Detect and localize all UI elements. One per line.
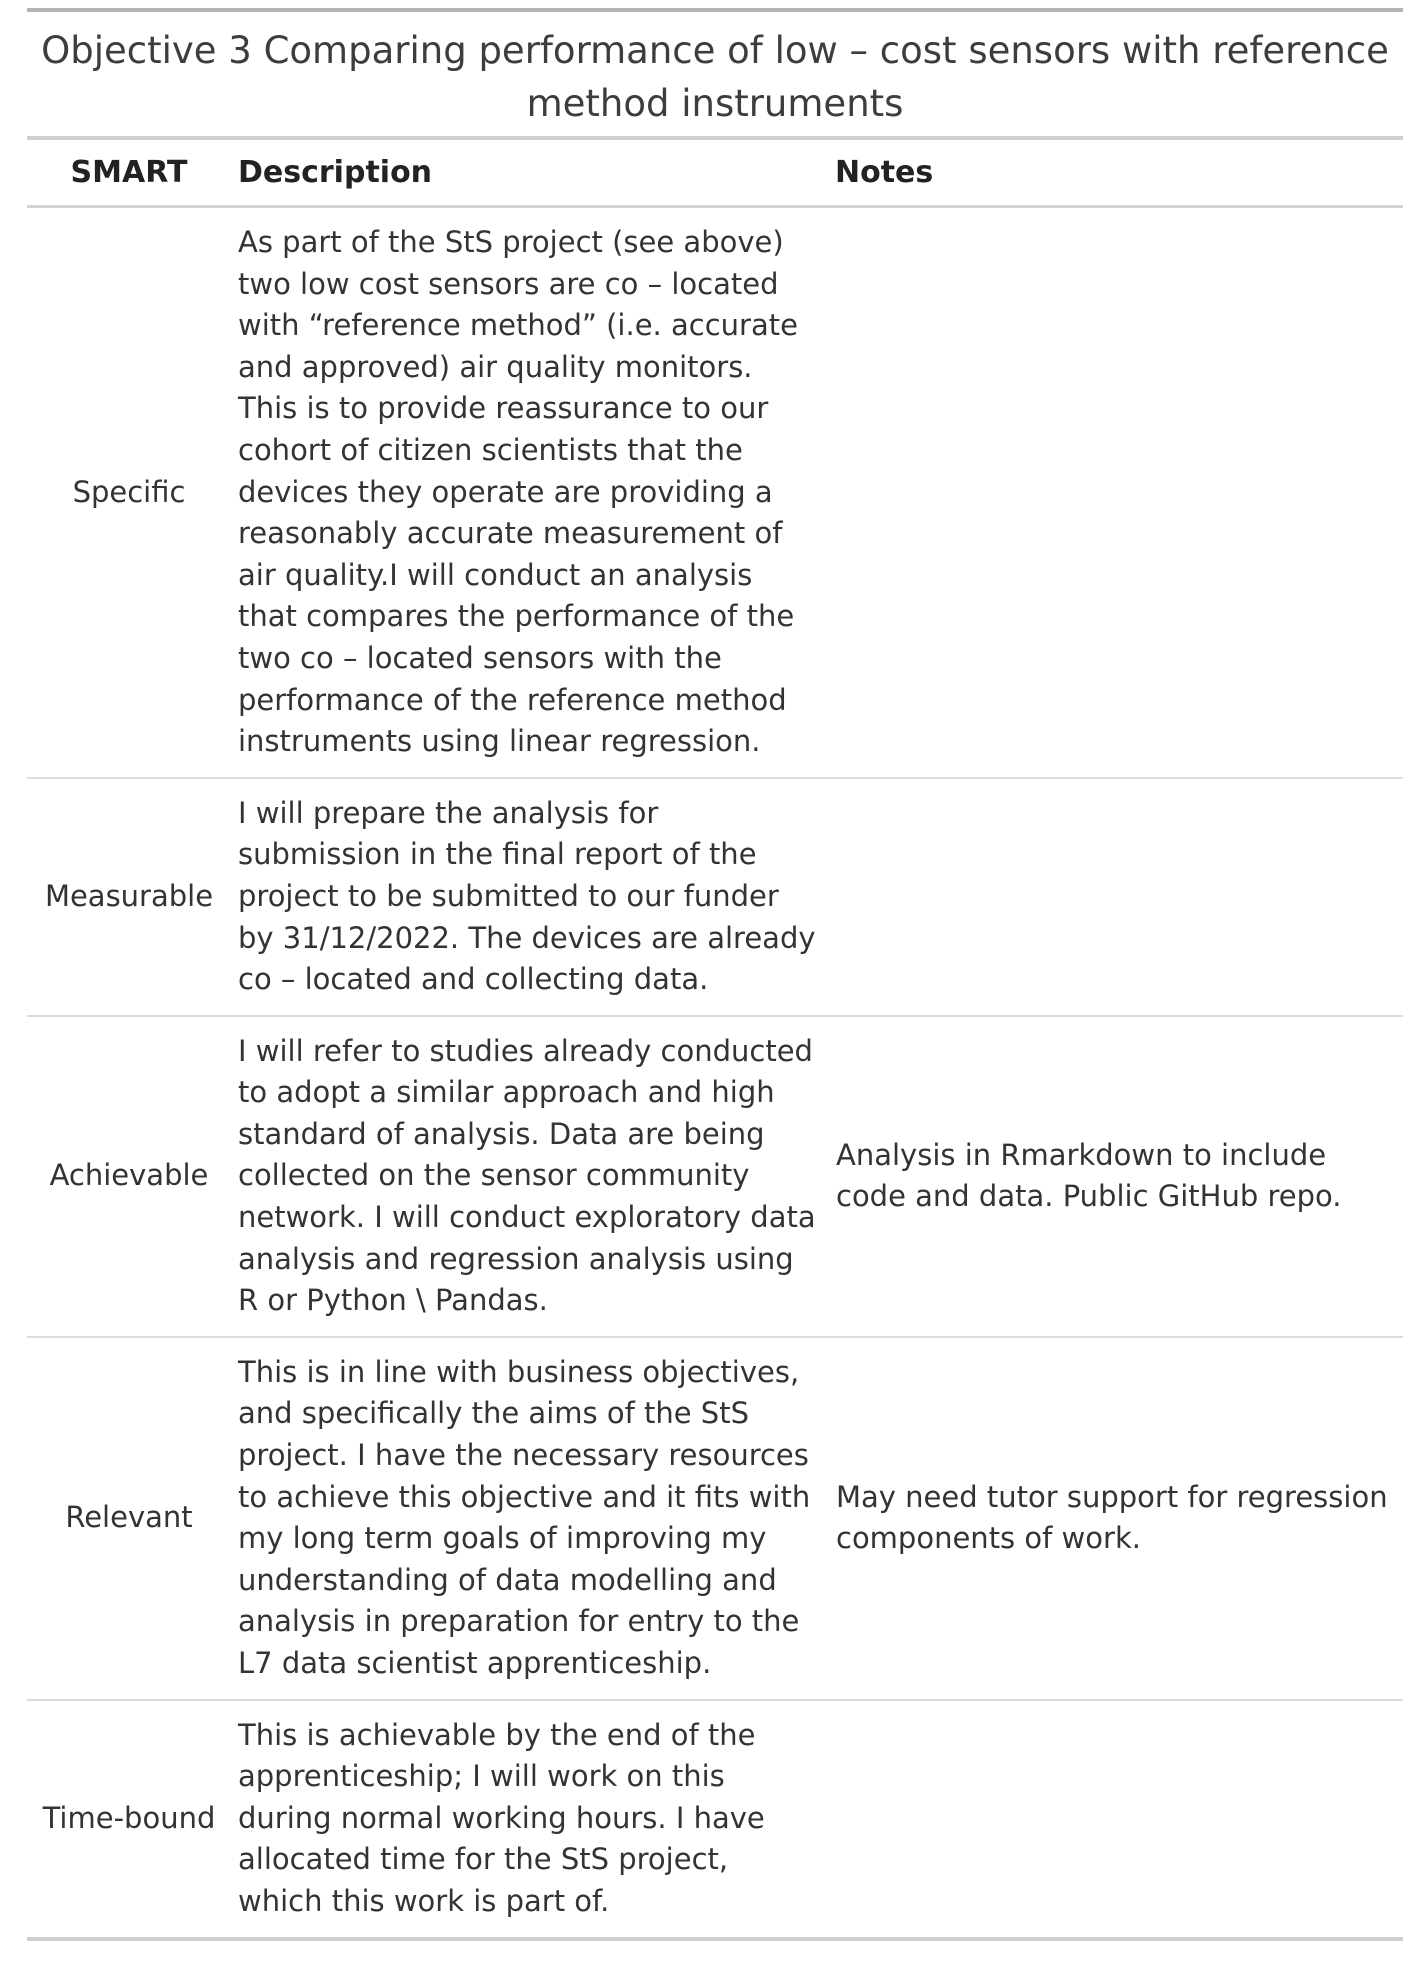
notes-cell: May need tutor support for regression components of work.: [828, 1337, 1403, 1700]
notes-cell: [828, 207, 1403, 778]
table-body: [27, 207, 1403, 1939]
table-header: [27, 140, 1403, 207]
notes-cell: [828, 1700, 1403, 1939]
table-row-specific: [27, 207, 1403, 778]
smart-table: [27, 140, 1403, 1941]
table-caption: Objective 3 Comparing performance of low – cost sensors with reference method instruments: [27, 12, 1403, 140]
header-smart: SMART: [27, 140, 231, 207]
smart-cell: Relevant: [27, 1337, 231, 1700]
header-notes: Notes: [828, 140, 1403, 207]
table-row-measurable: [27, 778, 1403, 1016]
table-row-relevant: [27, 1337, 1403, 1700]
smart-cell: Time-bound: [27, 1700, 231, 1939]
smart-cell: Measurable: [27, 778, 231, 1016]
description-cell: This is achievable by the end of the apprenticeship; I will work on this during normal working hours. I have allocated time for the StS project, which this work is part of.: [231, 1700, 828, 1939]
header-description: Description: [231, 140, 828, 207]
table-row-achievable: [27, 1016, 1403, 1337]
smart-cell: Achievable: [27, 1016, 231, 1337]
smart-cell: Specific: [27, 207, 231, 778]
description-cell: This is in line with business objectives, and specifically the aims of the StS project. I have the necessary resources to achieve this objective and it fits with my long term goals of improving my understanding of data modelling and analysis in preparation for entry to the L7 data scientist apprenticeship.: [231, 1337, 828, 1700]
description-cell: As part of the StS project (see above) two low cost sensors are co – located with “reference method” (i.e. accurate and approved) air quality monitors. This is to provide reassurance to our cohort of citizen scientists that the devices they operate are providing a reasonably accurate measurement of air quality.I will conduct an analysis that compares the performance of the two co – located sensors with the performance of the reference method instruments using linear regression.: [231, 207, 828, 778]
header-row: [27, 140, 1403, 207]
table-row-time-bound: [27, 1700, 1403, 1939]
notes-cell: Analysis in Rmarkdown to include code and data. Public GitHub repo.: [828, 1016, 1403, 1337]
description-cell: I will prepare the analysis for submission in the final report of the project to be submitted to our funder by 31/12/2022. The devices are already co – located and collecting data.: [231, 778, 828, 1016]
description-cell: I will refer to studies already conducted to adopt a similar approach and high standard of analysis. Data are being collected on the sensor community network. I will conduct exploratory data analysis and regression analysis using R or Python \ Pandas.: [231, 1016, 828, 1337]
notes-cell: [828, 778, 1403, 1016]
smart-objective-table: [27, 8, 1403, 1941]
